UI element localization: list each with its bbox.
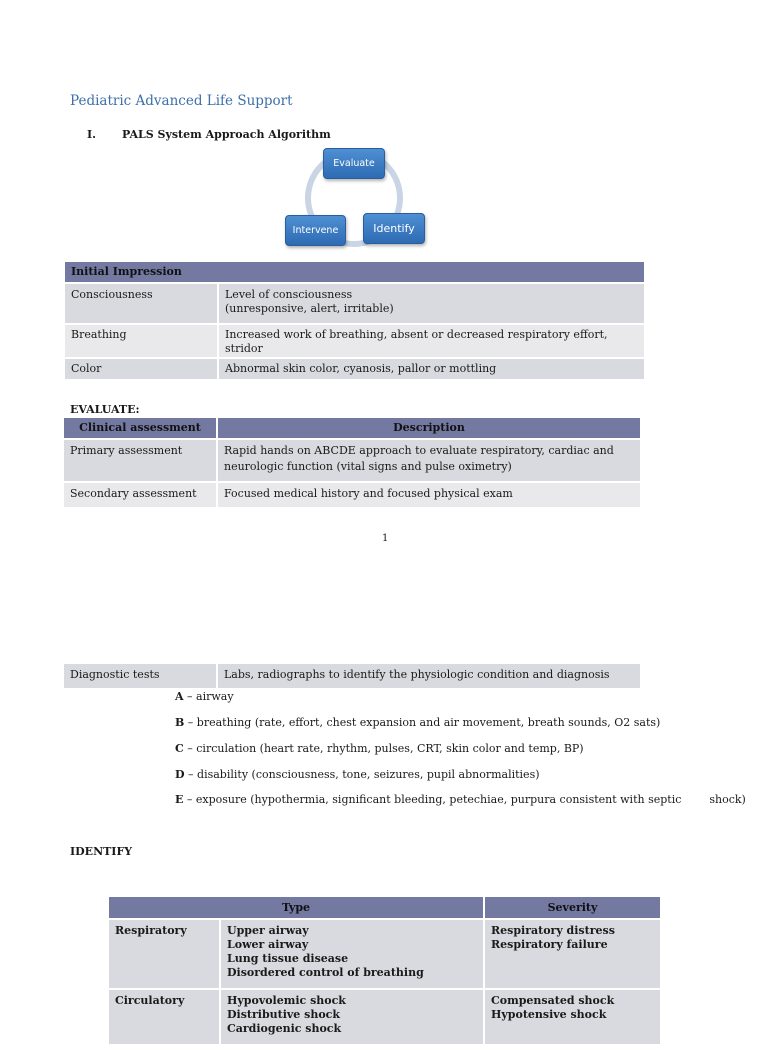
abcde-item bbox=[175, 690, 234, 703]
row-label: Primary assessment bbox=[64, 440, 218, 481]
type-cell bbox=[221, 920, 485, 988]
abcde-item bbox=[175, 742, 584, 755]
type-item: Cardiogenic shock bbox=[227, 1022, 342, 1035]
intervene-node: Intervene bbox=[285, 215, 346, 246]
table-row bbox=[109, 990, 660, 1044]
table-row bbox=[65, 325, 644, 357]
description-line: (unresponsive, alert, irritable) bbox=[225, 302, 394, 315]
severity-cell bbox=[485, 920, 660, 988]
identify-label: IDENTIFY bbox=[70, 845, 133, 858]
type-item: Lower airway bbox=[227, 938, 309, 951]
type-item: Disordered control of breathing bbox=[227, 966, 424, 979]
row-label: Diagnostic tests bbox=[64, 664, 218, 688]
row-description: Abnormal skin color, cyanosis, pallor or mottling bbox=[219, 359, 644, 379]
row-description: Focused medical history and focused physical exam bbox=[218, 483, 640, 507]
identify-node: Identify bbox=[363, 213, 425, 244]
initial-impression-table bbox=[65, 262, 644, 379]
row-label: Color bbox=[65, 359, 219, 379]
document-title: Pediatric Advanced Life Support bbox=[70, 93, 293, 109]
row-label: Secondary assessment bbox=[64, 483, 218, 507]
row-label: Consciousness bbox=[65, 284, 219, 323]
row-label: Breathing bbox=[65, 325, 219, 357]
table-row bbox=[64, 440, 640, 481]
pals-algorithm-diagram bbox=[280, 145, 430, 250]
column-header-type: Type bbox=[109, 897, 485, 918]
description-line: Level of consciousness bbox=[225, 288, 353, 301]
column-header-severity: Severity bbox=[485, 897, 660, 918]
abcde-text: – airway bbox=[183, 690, 234, 703]
severity-item: Respiratory failure bbox=[491, 938, 608, 951]
abcde-letter: D bbox=[175, 768, 185, 781]
category-cell: Circulatory bbox=[109, 990, 221, 1044]
severity-cell bbox=[485, 990, 660, 1044]
section-number: I. bbox=[87, 128, 96, 141]
table-row bbox=[65, 359, 644, 379]
type-item: Upper airway bbox=[227, 924, 309, 937]
evaluate-label: EVALUATE: bbox=[70, 403, 140, 416]
abcde-letter: C bbox=[175, 742, 184, 755]
initial-impression-header: Initial Impression bbox=[65, 262, 644, 282]
abcde-item bbox=[175, 793, 746, 806]
abcde-letter: A bbox=[175, 690, 184, 703]
column-header-description: Description bbox=[218, 418, 640, 438]
section-title: PALS System Approach Algorithm bbox=[122, 128, 331, 141]
row-description bbox=[218, 440, 640, 481]
severity-item: Respiratory distress bbox=[491, 924, 615, 937]
row-description: Increased work of breathing, absent or decreased respiratory effort, stridor bbox=[219, 325, 644, 357]
column-header-clinical-assessment: Clinical assessment bbox=[64, 418, 218, 438]
abcde-letter: B bbox=[175, 716, 185, 729]
evaluate-node: Evaluate bbox=[323, 148, 385, 179]
abcde-text: – breathing (rate, effort, chest expansion and air movement, breath sounds, O2 sats) bbox=[184, 716, 661, 729]
description-line: neurologic function (vital signs and pulse oximetry) bbox=[224, 460, 512, 473]
table-row bbox=[65, 284, 644, 323]
section-heading bbox=[87, 128, 331, 141]
table-row bbox=[64, 664, 640, 688]
description-line: Rapid hands on ABCDE approach to evaluate respiratory, cardiac and bbox=[224, 444, 614, 457]
abcde-text: – disability (consciousness, tone, seizures, pupil abnormalities) bbox=[184, 768, 540, 781]
identify-table bbox=[109, 897, 660, 1044]
severity-item: Hypotensive shock bbox=[491, 1008, 607, 1021]
severity-item: Compensated shock bbox=[491, 994, 615, 1007]
type-item: Lung tissue disease bbox=[227, 952, 349, 965]
type-item: Distributive shock bbox=[227, 1008, 340, 1021]
row-description: Labs, radiographs to identify the physiologic condition and diagnosis bbox=[218, 664, 640, 688]
evaluate-table bbox=[64, 418, 640, 507]
table-row bbox=[109, 920, 660, 988]
category-cell: Respiratory bbox=[109, 920, 221, 988]
type-cell bbox=[221, 990, 485, 1044]
abcde-text: – circulation (heart rate, rhythm, pulses, CRT, skin color and temp, BP) bbox=[183, 742, 584, 755]
type-item: Hypovolemic shock bbox=[227, 994, 346, 1007]
abcde-text: – exposure (hypothermia, significant bleeding, petechiae, purpura consistent with septic shock) bbox=[183, 793, 746, 806]
page-number: 1 bbox=[382, 533, 389, 544]
abcde-letter: E bbox=[175, 793, 184, 806]
abcde-item bbox=[175, 716, 660, 729]
abcde-item bbox=[175, 768, 540, 781]
diagnostic-table bbox=[64, 664, 640, 688]
row-description bbox=[219, 284, 644, 323]
table-row bbox=[64, 483, 640, 507]
